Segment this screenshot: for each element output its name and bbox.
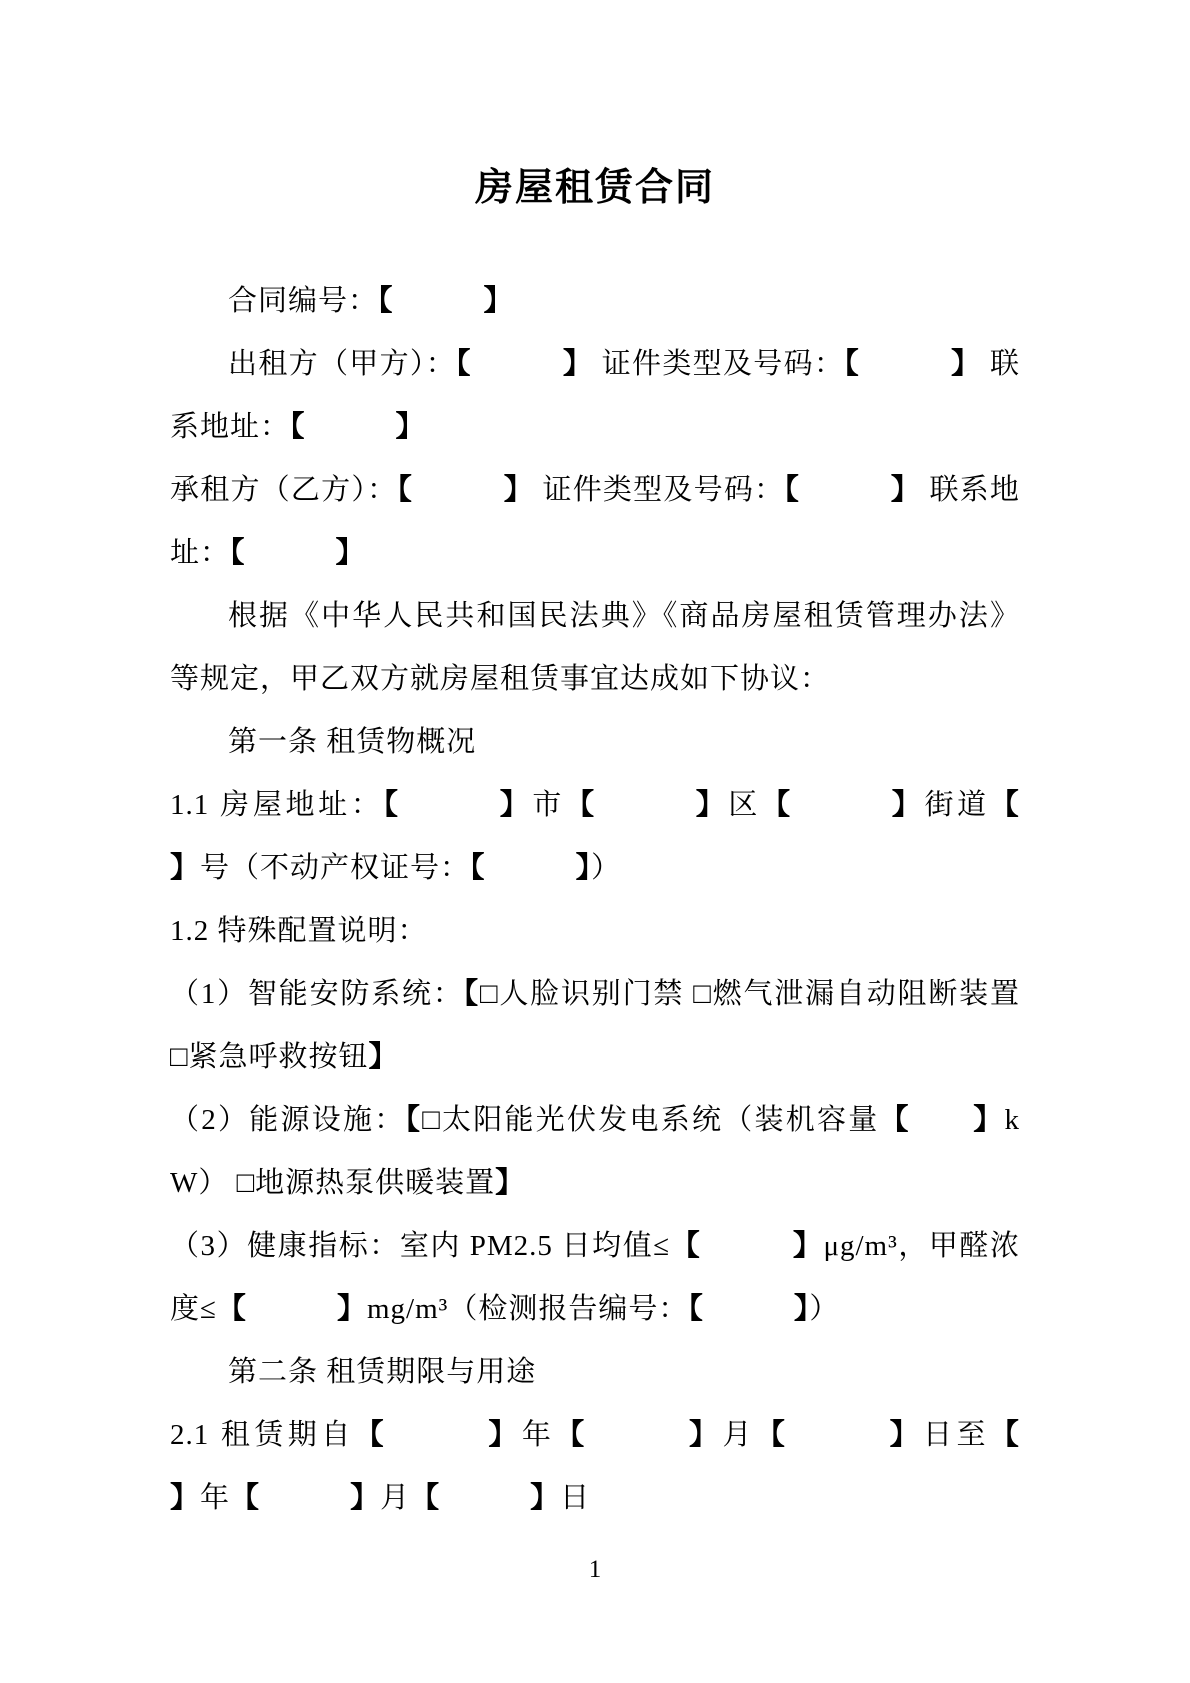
bracket-glyph: 【: [216, 1293, 247, 1325]
bracket-glyph: 】: [890, 474, 921, 506]
clause-1-2-item-1-security: （1）智能安防系统：【□人脸识别门禁 □燃气泄漏自动阻断装置 □紧急呼救按钮】: [170, 978, 1020, 1073]
bracket-glyph: 】: [483, 285, 514, 317]
bracket-glyph: 【: [410, 1482, 441, 1514]
bracket-glyph: 【: [383, 789, 402, 821]
bracket-glyph: 】: [335, 537, 366, 569]
bracket-glyph: 【: [463, 978, 480, 1010]
bracket-glyph: 【: [555, 1419, 589, 1451]
clause-2-1-lease-term: 2.1 租赁期自【 】年【 】月【 】日至【 】年【 】月【 】日: [170, 1419, 1020, 1514]
article-2-heading: 第二条 租赁期限与用途: [228, 1356, 537, 1388]
bracket-glyph: 【: [354, 1419, 389, 1451]
bracket-glyph: 】: [973, 1104, 1005, 1136]
bracket-glyph: 】: [170, 1482, 201, 1514]
bracket-glyph: 【: [290, 411, 306, 443]
bracket-glyph: 】: [689, 1419, 723, 1451]
legal-basis-paragraph: 根据《中华人民共和国民法典》《商品房屋租赁管理办法》等规定，甲乙双方就房屋租赁事宜达成如下协议：: [170, 600, 1020, 695]
bracket-glyph: 】: [336, 1293, 367, 1325]
bracket-glyph: 】: [951, 348, 982, 380]
bracket-glyph: 】: [503, 474, 534, 506]
bracket-glyph: 】: [562, 348, 594, 380]
bracket-glyph: 【: [879, 1104, 911, 1136]
bracket-glyph: 】: [499, 789, 533, 821]
bracket-glyph: 【: [989, 789, 1020, 821]
bracket-glyph: 【: [378, 285, 394, 317]
bracket-glyph: 】: [793, 1293, 810, 1325]
page-number: 1: [588, 1556, 602, 1583]
bracket-glyph: 【: [784, 474, 801, 506]
bracket-glyph: 【: [565, 789, 598, 821]
bracket-glyph: 【: [989, 1419, 1020, 1451]
bracket-glyph: 【: [755, 1419, 790, 1451]
bracket-glyph: 】: [395, 411, 426, 443]
bracket-glyph: 【: [230, 1482, 261, 1514]
clause-1-2-item-2-energy: （2）能源设施：【□太阳能光伏发电系统（装机容量【 】kW） □地源热泵供暖装置】: [170, 1104, 1020, 1199]
bracket-glyph: 】: [350, 1482, 381, 1514]
bracket-glyph: 】: [891, 789, 925, 821]
bracket-glyph: 【: [230, 537, 246, 569]
document-title: 房屋租赁合同: [474, 167, 715, 209]
bracket-glyph: 【: [844, 348, 861, 380]
article-1-heading: 第一条 租赁物概况: [228, 726, 477, 758]
bracket-glyph: 【: [456, 348, 472, 380]
bracket-glyph: 【: [670, 1230, 702, 1262]
bracket-glyph: 】: [488, 1419, 522, 1451]
contract-number-line: 合同编号：【 】: [228, 285, 514, 317]
bracket-glyph: 】: [889, 1419, 924, 1451]
bracket-glyph: 】: [695, 789, 729, 821]
lessor-info-line: 出租方（甲方）：【 】 证件类型及号码：【 】 联系地址：【 】: [170, 348, 1020, 443]
bracket-glyph: 】: [368, 1041, 399, 1073]
bracket-glyph: 】: [530, 1482, 561, 1514]
bracket-glyph: 【: [761, 789, 794, 821]
bracket-glyph: 】: [495, 1167, 526, 1199]
lessee-info-line: 承租方（乙方）：【 】 证件类型及号码：【 】 联系地址：【 】: [170, 474, 1020, 569]
bracket-glyph: 【: [397, 474, 414, 506]
bracket-glyph: 【: [470, 852, 486, 884]
clause-1-2-item-3-health: （3）健康指标：室内 PM2.5 日均值≤【 】μg/m³，甲醛浓度≤【 】mg/m³（检测报告编号：【 】）: [170, 1230, 1020, 1325]
bracket-glyph: 】: [575, 852, 592, 884]
clause-1-1-address: 1.1 房屋地址：【 】市【 】区【 】街道【 】号（不动产权证号：【 】）: [170, 789, 1020, 884]
bracket-glyph: 【: [405, 1104, 423, 1136]
clause-1-2-heading: 1.2 特殊配置说明：: [170, 915, 428, 947]
bracket-glyph: 】: [170, 852, 201, 884]
bracket-glyph: 】: [792, 1230, 824, 1262]
bracket-glyph: 【: [688, 1293, 704, 1325]
